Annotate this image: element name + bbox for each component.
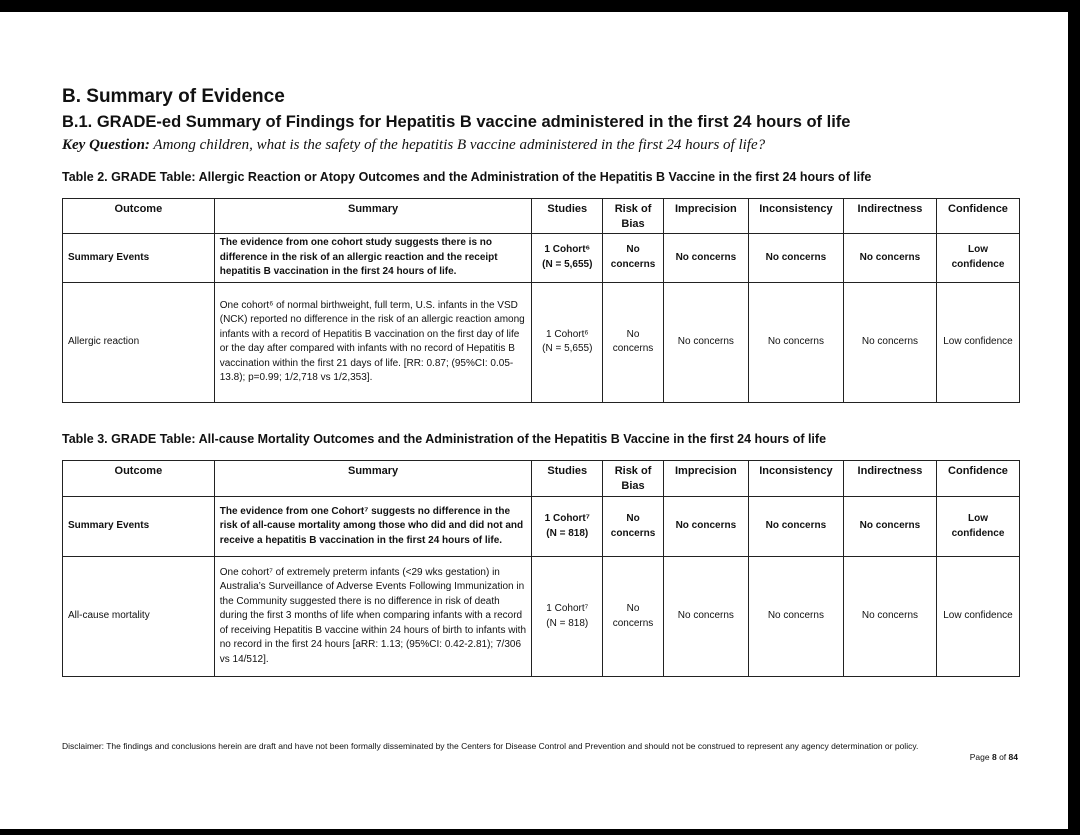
table-row [63, 234, 1020, 283]
inconsistency-cell: No concerns [748, 557, 843, 677]
outcome-cell: All-cause mortality [63, 557, 215, 677]
risk-cell: No concerns [603, 497, 664, 557]
page-of: of [999, 752, 1007, 762]
table2-caption: Table 2. GRADE Table: Allergic Reaction or Atopy Outcomes and the Administration of the Hepatitis B Vaccine in the first 24 hours of life [62, 170, 872, 184]
header-outcome: Outcome [63, 199, 215, 234]
table-row [63, 557, 1020, 677]
document-page [0, 12, 1068, 829]
studies-n: (N = 5,655) [542, 258, 593, 270]
imprecision-cell: No concerns [663, 234, 748, 283]
header-confidence: Confidence [936, 199, 1019, 234]
section-heading: B. Summary of Evidence [62, 86, 285, 107]
header-studies: Studies [532, 461, 603, 497]
summary-cell: The evidence from one cohort study suggests there is no difference in the risk of an allergic reaction and the receipt hepatitis B vaccination in the first 24 hours of life. [214, 234, 532, 283]
confidence-cell: Low confidence [936, 234, 1019, 283]
table2-header-row [63, 199, 1020, 234]
page-number [970, 752, 1018, 762]
summary-cell: One cohort⁶ of normal birthweight, full term, U.S. infants in the VSD (NCK) reported no difference in the risk of an allergic reaction among infants with a record of Hepatitis B vaccination on the first day of life or the day after compared with infants with no record of Hepatitis B vaccination within the first 21 days of life. [RR: 0.87; (95%CI: 0.05-13.8); p=0.99; 1/2,718 vs 1/2,353]. [214, 282, 532, 402]
studies-count: 1 Cohort⁷ [544, 513, 590, 524]
header-imprecision: Imprecision [663, 199, 748, 234]
confidence-cell: Low confidence [936, 282, 1019, 402]
studies-count: 1 Cohort⁶ [544, 244, 591, 256]
page-prefix: Page [969, 752, 990, 762]
studies-n: (N = 818) [546, 527, 589, 539]
risk-cell: No concerns [603, 557, 664, 677]
header-confidence: Confidence [936, 461, 1019, 497]
imprecision-cell: No concerns [663, 557, 748, 677]
confidence-cell: Low confidence [936, 497, 1019, 557]
confidence-cell: Low confidence [936, 557, 1019, 677]
header-risk-of-bias: Risk of Bias [603, 199, 664, 234]
studies-count: 1 Cohort⁷ [546, 603, 589, 614]
indirectness-cell: No concerns [843, 234, 936, 283]
imprecision-cell: No concerns [663, 282, 748, 402]
header-indirectness: Indirectness [843, 199, 936, 234]
page-current: 8 [991, 752, 997, 762]
studies-cell [532, 557, 603, 677]
studies-cell [532, 497, 603, 557]
summary-cell: One cohort⁷ of extremely preterm infants (<29 wks gestation) in Australia’s Surveillance of Adverse Events Following Immunization in the Community suggested there is no difference in risk of death during the first 3 months of life when comparing infants with a record of receiving Hepatitis B vaccine within 24 hours of birth to infants with no record in the first 24 hours [aRR: 1.13; (95%CI: 0.42-2.81); 7/306 vs 14/512]. [214, 557, 532, 677]
studies-count: 1 Cohort⁶ [546, 328, 589, 340]
studies-n: (N = 5,655) [542, 343, 593, 354]
indirectness-cell: No concerns [843, 282, 936, 402]
header-summary: Summary [214, 199, 532, 234]
summary-cell: The evidence from one Cohort⁷ suggests no difference in the risk of all-cause mortality among those who did and did not and receive a hepatitis B vaccination in the first 24 hours of life. [214, 497, 532, 557]
imprecision-cell: No concerns [663, 497, 748, 557]
header-outcome: Outcome [63, 461, 215, 497]
table3-caption: Table 3. GRADE Table: All-cause Mortality Outcomes and the Administration of the Hepatitis B Vaccine in the first 24 hours of life [62, 432, 827, 446]
page-total: 84 [1008, 752, 1018, 762]
header-summary: Summary [214, 461, 532, 497]
header-imprecision: Imprecision [663, 461, 748, 497]
disclaimer: Disclaimer: The findings and conclusions herein are draft and have not been formally disseminated by the Centers for Disease Control and Prevention and should not be construed to represent any agency determination or policy. [62, 741, 919, 751]
table3 [62, 460, 1020, 677]
outcome-cell: Allergic reaction [63, 282, 215, 402]
header-risk-of-bias: Risk of Bias [603, 461, 664, 497]
header-indirectness: Indirectness [843, 461, 936, 497]
studies-cell [532, 234, 603, 283]
indirectness-cell: No concerns [843, 557, 936, 677]
header-inconsistency: Inconsistency [748, 199, 843, 234]
inconsistency-cell: No concerns [748, 234, 843, 283]
risk-cell: No concerns [603, 282, 664, 402]
header-studies: Studies [532, 199, 603, 234]
subsection-heading: B.1. GRADE-ed Summary of Findings for Hepatitis B vaccine administered in the first 24 hours of life [62, 113, 851, 131]
header-inconsistency: Inconsistency [748, 461, 843, 497]
inconsistency-cell: No concerns [748, 282, 843, 402]
table-row [63, 497, 1020, 557]
studies-n: (N = 818) [546, 617, 589, 629]
inconsistency-cell: No concerns [748, 497, 843, 557]
risk-cell: No concerns [603, 234, 664, 283]
studies-cell [532, 282, 603, 402]
indirectness-cell: No concerns [843, 497, 936, 557]
table2 [62, 198, 1020, 403]
key-question-text: Among children, what is the safety of the hepatitis B vaccine administered in the first 24 hours of life? [153, 137, 766, 153]
outcome-cell: Summary Events [63, 497, 215, 557]
outcome-cell: Summary Events [63, 234, 215, 283]
key-question-label: Key Question: [62, 137, 150, 153]
table-row [63, 282, 1020, 402]
table3-header-row [63, 461, 1020, 497]
key-question [62, 137, 765, 154]
